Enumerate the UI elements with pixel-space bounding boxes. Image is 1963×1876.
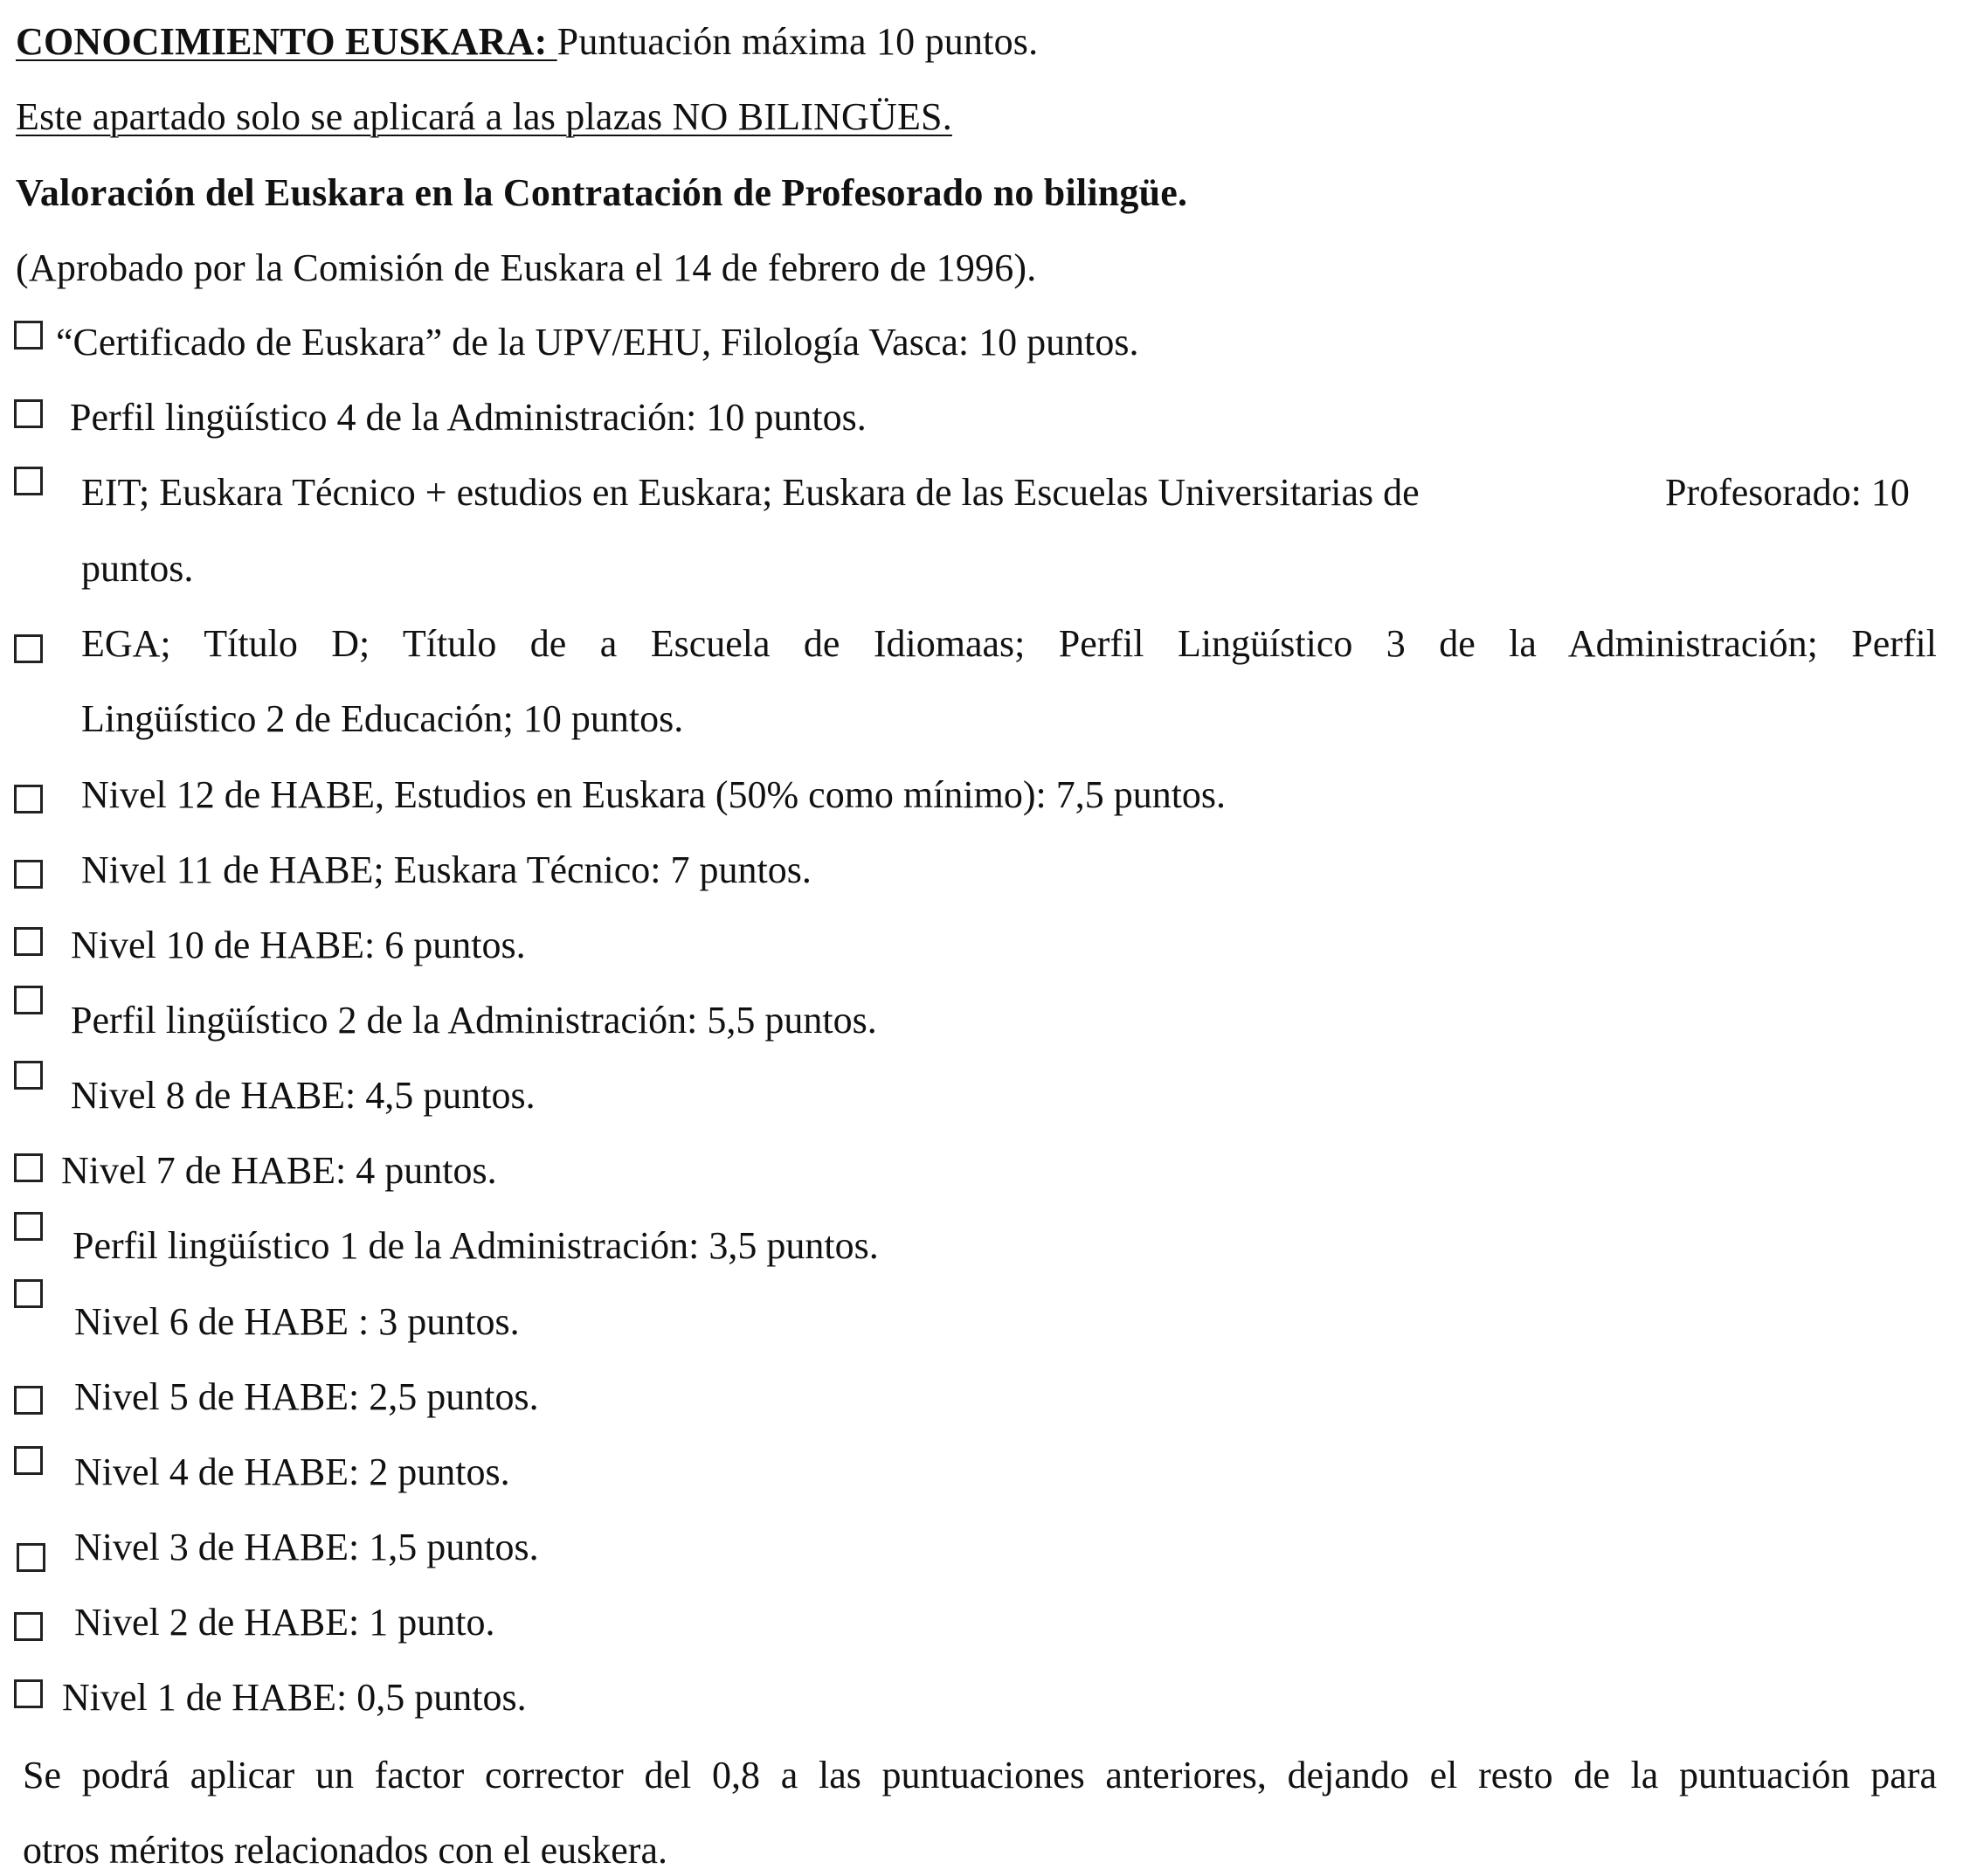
list-item: Nivel 7 de HABE: 4 puntos. <box>61 1149 497 1192</box>
checkbox-nivel-1[interactable] <box>14 1679 43 1708</box>
checkbox-nivel-7[interactable] <box>14 1153 43 1182</box>
section-header <box>16 19 1038 65</box>
list-item: Perfil lingüístico 2 de la Administración: 5,5 puntos. <box>71 999 877 1042</box>
list-item: “Certificado de Euskara” de la UPV/EHU, Filología Vasca: 10 puntos. <box>56 321 1139 363</box>
checkbox-nivel-6[interactable] <box>14 1279 43 1308</box>
checkbox-upv-certificate[interactable] <box>14 321 43 350</box>
list-item: Perfil lingüístico 1 de la Administración: 3,5 puntos. <box>73 1224 879 1267</box>
checkbox-perfil-1[interactable] <box>14 1212 43 1241</box>
checkbox-perfil-4[interactable] <box>14 399 43 428</box>
checkbox-nivel-2[interactable] <box>14 1612 43 1641</box>
list-item-line1-right: Profesorado: 10 <box>1665 471 1910 514</box>
list-item: Nivel 2 de HABE: 1 punto. <box>74 1601 495 1644</box>
checkbox-nivel-4[interactable] <box>14 1446 43 1475</box>
checkbox-eit[interactable] <box>14 467 43 495</box>
list-item-line1: EIT; Euskara Técnico + estudios en Euskara; Euskara de las Escuelas Universitarias de <box>81 471 1420 514</box>
list-item: Perfil lingüístico 4 de la Administración: 10 puntos. <box>70 396 867 439</box>
max-score-note: Puntuación máxima 10 puntos. <box>556 20 1039 63</box>
list-item-line2: puntos. <box>81 547 194 590</box>
checkbox-ega[interactable] <box>14 634 43 663</box>
list-item: Nivel 1 de HABE: 0,5 puntos. <box>62 1676 527 1719</box>
checkbox-perfil-2[interactable] <box>14 986 43 1014</box>
heading-underline-spacer <box>547 20 556 63</box>
list-item: Nivel 5 de HABE: 2,5 puntos. <box>74 1375 539 1418</box>
checkbox-nivel-10[interactable] <box>14 927 43 956</box>
footer-note-line1: Se podrá aplicar un factor corrector del 0,8 a las puntuaciones anteriores, dejando el resto de la puntuación para <box>23 1754 1937 1796</box>
list-item-line2: Lingüístico 2 de Educación; 10 puntos. <box>81 697 684 740</box>
list-item: Nivel 3 de HABE: 1,5 puntos. <box>74 1526 539 1568</box>
section-title: Valoración del Euskara en la Contratación de Profesorado no bilingüe. <box>16 171 1188 214</box>
list-item: Nivel 6 de HABE : 3 puntos. <box>74 1300 520 1343</box>
checkbox-nivel-5[interactable] <box>14 1386 43 1415</box>
footer-note-line2: otros méritos relacionados con el euskera. <box>23 1829 667 1872</box>
checkbox-nivel-11[interactable] <box>14 860 43 889</box>
list-item: Nivel 10 de HABE: 6 puntos. <box>71 924 526 966</box>
list-item: Nivel 4 de HABE: 2 puntos. <box>74 1450 510 1493</box>
checkbox-nivel-12[interactable] <box>14 785 43 813</box>
checkbox-nivel-3[interactable] <box>17 1543 45 1572</box>
checkbox-nivel-8[interactable] <box>14 1061 43 1090</box>
section-heading: CONOCIMIENTO EUSKARA: <box>16 20 548 63</box>
scope-note: Este apartado solo se aplicará a las plazas NO BILINGÜES. <box>16 95 952 138</box>
approval-note: (Aprobado por la Comisión de Euskara el 14 de febrero de 1996). <box>16 246 1037 289</box>
list-item-line1: EGA; Título D; Título de a Escuela de Idiomaas; Perfil Lingüístico 3 de la Administración; Perfil <box>81 622 1937 665</box>
list-item: Nivel 11 de HABE; Euskara Técnico: 7 puntos. <box>81 848 812 891</box>
list-item: Nivel 12 de HABE, Estudios en Euskara (50% como mínimo): 7,5 puntos. <box>81 773 1227 816</box>
list-item: Nivel 8 de HABE: 4,5 puntos. <box>71 1074 536 1117</box>
